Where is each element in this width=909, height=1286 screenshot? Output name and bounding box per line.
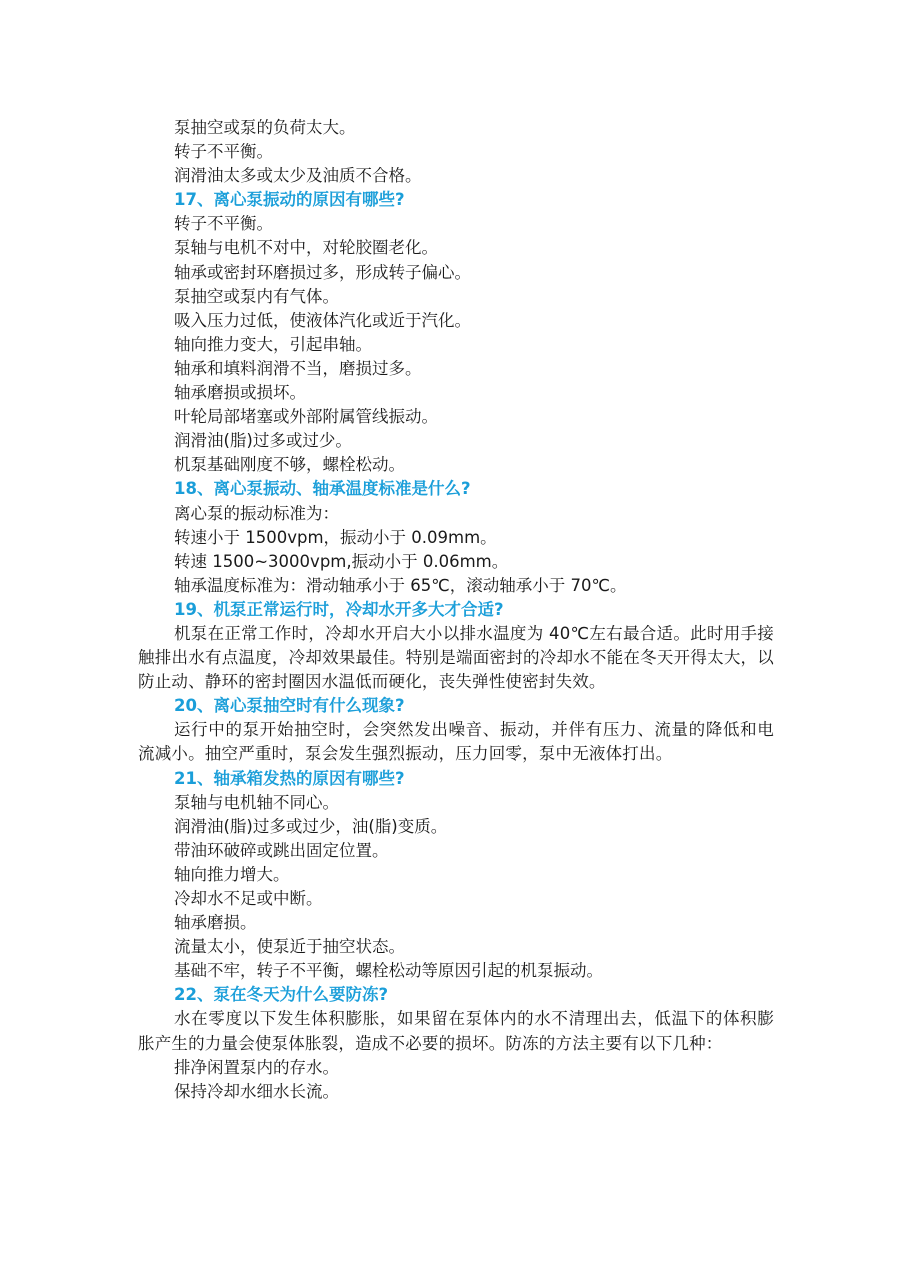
section-heading-17: 17、离心泵振动的原因有哪些? [174, 190, 405, 210]
list-item: 流量太小，使泵近于抽空状态。 [174, 937, 405, 957]
list-item: 离心泵的振动标准为： [174, 503, 339, 523]
section-heading-18: 18、离心泵振动、轴承温度标准是什么? [174, 479, 471, 499]
list-item: 轴向推力增大。 [174, 864, 290, 884]
list-item: 转速小于 1500vpm，振动小于 0.09mm。 [174, 527, 497, 547]
list-item: 轴承和填料润滑不当，磨损过多。 [174, 358, 422, 378]
section-paragraph-19: 机泵在正常工作时，冷却水开启大小以排水温度为 40℃左右最合适。此时用手接触排出水有点温度，冷却效果最佳。特别是端面密封的冷却水不能在冬天开得太大，以防止动、静环的密封圈因水温低而硬化，丧失弹性使密封失效。 [138, 623, 774, 692]
list-item: 润滑油(脂)过多或过少。 [174, 431, 352, 451]
list-item: 泵抽空或泵内有气体。 [174, 286, 339, 306]
section-heading-21: 21、轴承箱发热的原因有哪些? [174, 768, 405, 788]
section-heading-19: 19、机泵正常运行时，冷却水开多大才合适? [174, 599, 504, 619]
list-item: 轴承温度标准为：滑动轴承小于 65℃，滚动轴承小于 70℃。 [174, 575, 627, 595]
list-item: 轴承或密封环磨损过多，形成转子偏心。 [174, 262, 471, 282]
list-item: 吸入压力过低，使液体汽化或近于汽化。 [174, 310, 471, 330]
list-item: 基础不牢，转子不平衡，螺栓松动等原因引起的机泵振动。 [174, 961, 603, 981]
list-item: 机泵基础刚度不够，螺栓松动。 [174, 455, 405, 475]
list-item: 润滑油太多或太少及油质不合格。 [174, 166, 422, 186]
section-heading-20: 20、离心泵抽空时有什么现象? [174, 696, 405, 716]
list-item: 泵轴与电机不对中，对轮胶圈老化。 [174, 238, 438, 258]
list-item: 冷却水不足或中断。 [174, 889, 323, 908]
list-item: 排净闲置泵内的存水。 [174, 1057, 339, 1077]
document-content [138, 116, 774, 1104]
section-heading-22: 22、泵在冬天为什么要防冻? [174, 985, 389, 1005]
list-item: 保持冷却水细水长流。 [174, 1081, 339, 1101]
list-item: 轴向推力变大，引起串轴。 [174, 334, 372, 354]
list-item: 润滑油(脂)过多或过少，油(脂)变质。 [174, 816, 448, 836]
section-paragraph-20: 运行中的泵开始抽空时，会突然发出噪音、振动，并伴有压力、流量的降低和电流减小。抽空严重时，泵会发生强烈振动，压力回零，泵中无液体打出。 [138, 720, 774, 764]
list-item: 转子不平衡。 [174, 214, 273, 234]
list-item: 转速 1500~3000vpm,振动小于 0.06mm。 [174, 551, 509, 571]
list-item: 带油环破碎或跳出固定位置。 [174, 840, 389, 860]
list-item: 叶轮局部堵塞或外部附属管线振动。 [174, 407, 438, 427]
list-item: 转子不平衡。 [174, 142, 273, 162]
list-item: 泵抽空或泵的负荷太大。 [174, 118, 356, 137]
list-item: 泵轴与电机轴不同心。 [174, 792, 339, 812]
section-paragraph-22: 水在零度以下发生体积膨胀，如果留在泵体内的水不清理出去，低温下的体积膨胀产生的力量会使泵体胀裂，造成不必要的损坏。防冻的方法主要有以下几种： [138, 1009, 774, 1053]
list-item: 轴承磨损或损坏。 [174, 383, 306, 403]
list-item: 轴承磨损。 [174, 913, 257, 933]
